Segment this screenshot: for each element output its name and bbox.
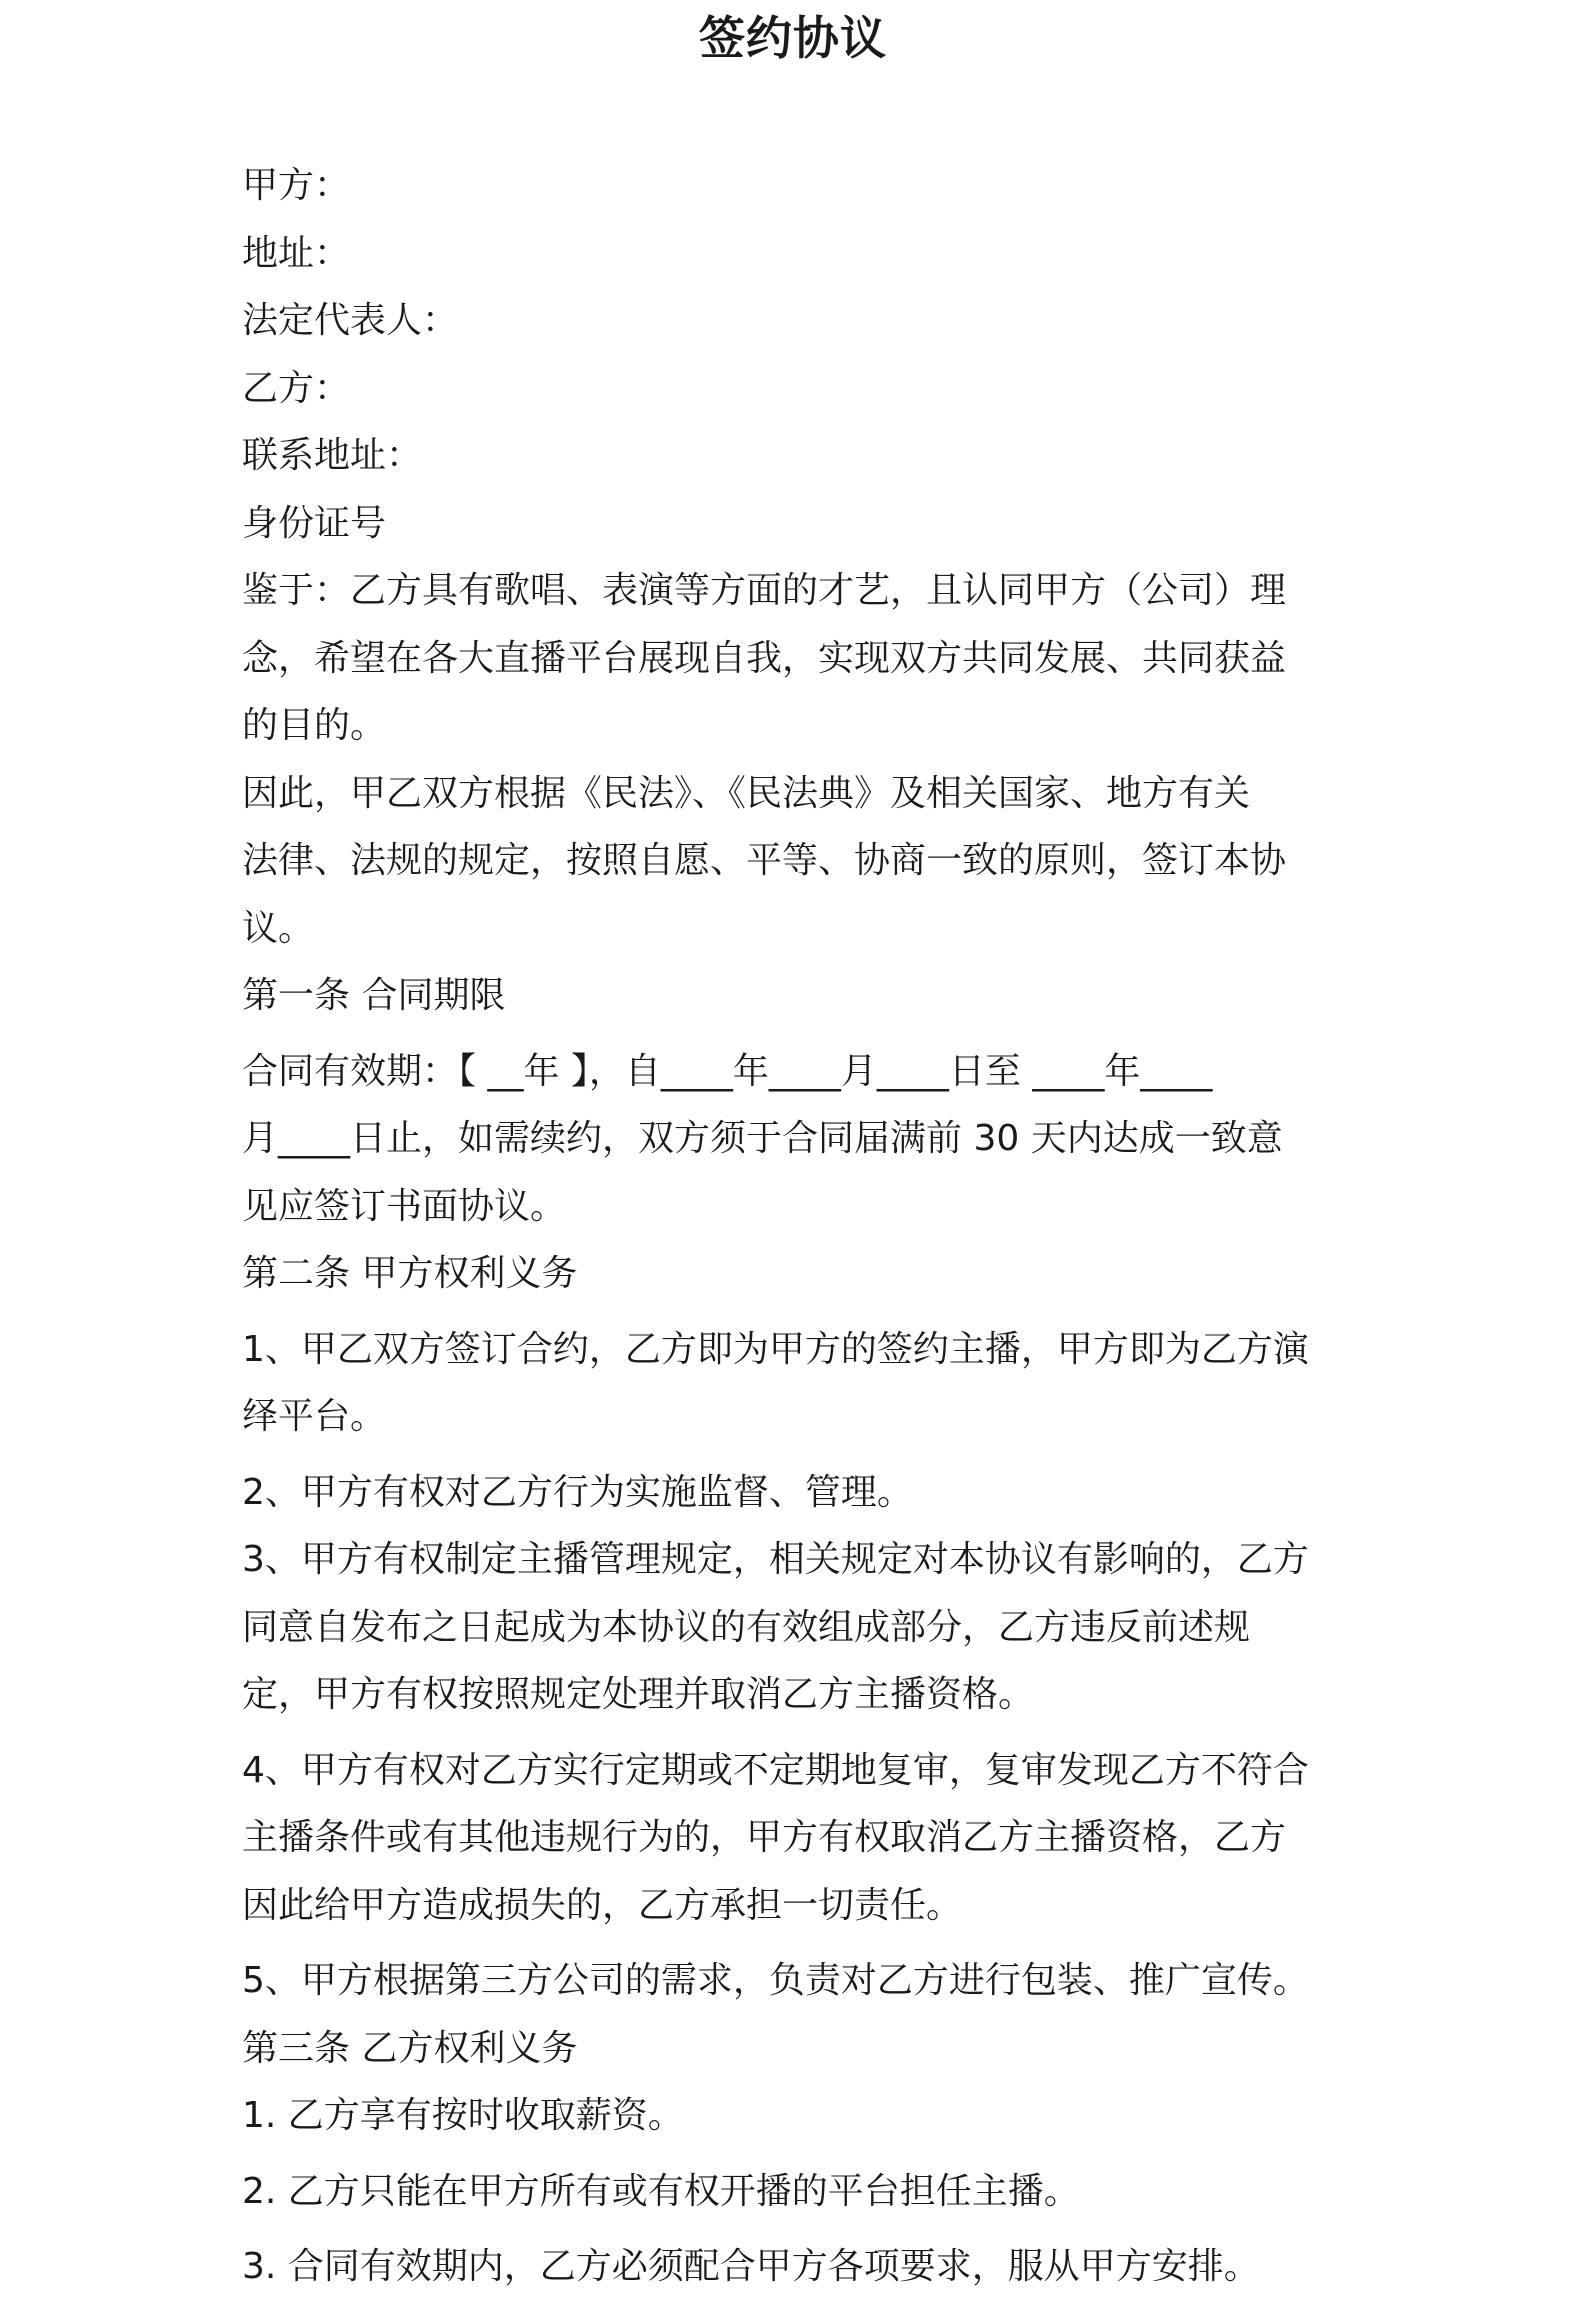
paragraph-line: 念，希望在各大直播平台展现自我，实现双方共同发展、共同获益 [242, 637, 1287, 679]
contract-term-line: 合同有效期：【 __年 】，自____年____月____日至 ____年____ [242, 1050, 1213, 1092]
clause-line: 因此给甲方造成损失的，乙方承担一切责任。 [242, 1884, 963, 1926]
section-heading: 第一条 合同期限 [242, 975, 506, 1016]
clause-line: 绎平台。 [242, 1396, 387, 1437]
list-item: 3. 合同有效期内，乙方必须配合甲方各项要求，服从甲方安排。 [242, 2246, 1260, 2287]
legal-representative-line: 法定代表人： [242, 300, 459, 341]
paragraph-line: 的目的。 [242, 705, 387, 746]
clause-line: 1、甲乙双方签订合约，乙方即为甲方的签约主播，甲方即为乙方演 [242, 1328, 1309, 1370]
clause-line: 同意自发布之日起成为本协议的有效组成部分，乙方违反前述规 [242, 1606, 1251, 1648]
contract-term-line: 见应签订书面协议。 [242, 1185, 567, 1227]
document-title: 签约协议 [699, 11, 887, 65]
clause-line: 4、甲方有权对乙方实行定期或不定期地复审，复审发现乙方不符合 [242, 1749, 1309, 1791]
list-item: 1. 乙方享有按时收取薪资。 [242, 2095, 684, 2136]
party-b-line: 乙方： [242, 367, 351, 409]
paragraph-line: 法律、法规的规定，按照自愿、平等、协商一致的原则，签订本协 [242, 840, 1287, 881]
contact-address-line: 联系地址： [242, 435, 423, 476]
section-heading: 第二条 甲方权利义务 [242, 1253, 578, 1294]
clause-line: 定，甲方有权按照规定处理并取消乙方主播资格。 [242, 1674, 1035, 1715]
party-a-line: 甲方： [242, 165, 351, 206]
address-line: 地址： [242, 232, 351, 274]
paragraph-line: 鉴于：乙方具有歌唱、表演等方面的才艺，且认同甲方（公司）理 [242, 570, 1287, 611]
clause-line: 5、甲方根据第三方公司的需求，负责对乙方进行包装、推广宣传。 [242, 1960, 1309, 2001]
contract-term-line: 月____日止，如需续约，双方须于合同届满前 30 天内达成一致意 [242, 1118, 1283, 1159]
paragraph-line: 因此，甲乙双方根据《民法》、《民法典》及相关国家、地方有关 [242, 772, 1251, 814]
paragraph-line: 议。 [242, 907, 315, 949]
list-item: 2. 乙方只能在甲方所有或有权开播的平台担任主播。 [242, 2170, 1080, 2212]
clause-line: 主播条件或有其他违规行为的，甲方有权取消乙方主播资格，乙方 [242, 1817, 1287, 1858]
section-heading: 第三条 乙方权利义务 [242, 2027, 578, 2069]
document-body [242, 152, 1352, 2301]
clause-line: 3、甲方有权制定主播管理规定，相关规定对本协议有影响的，乙方 [242, 1539, 1309, 1580]
clause-line: 2、甲方有权对乙方行为实施监督、管理。 [242, 1471, 913, 1513]
id-number-line: 身份证号 [242, 502, 387, 544]
